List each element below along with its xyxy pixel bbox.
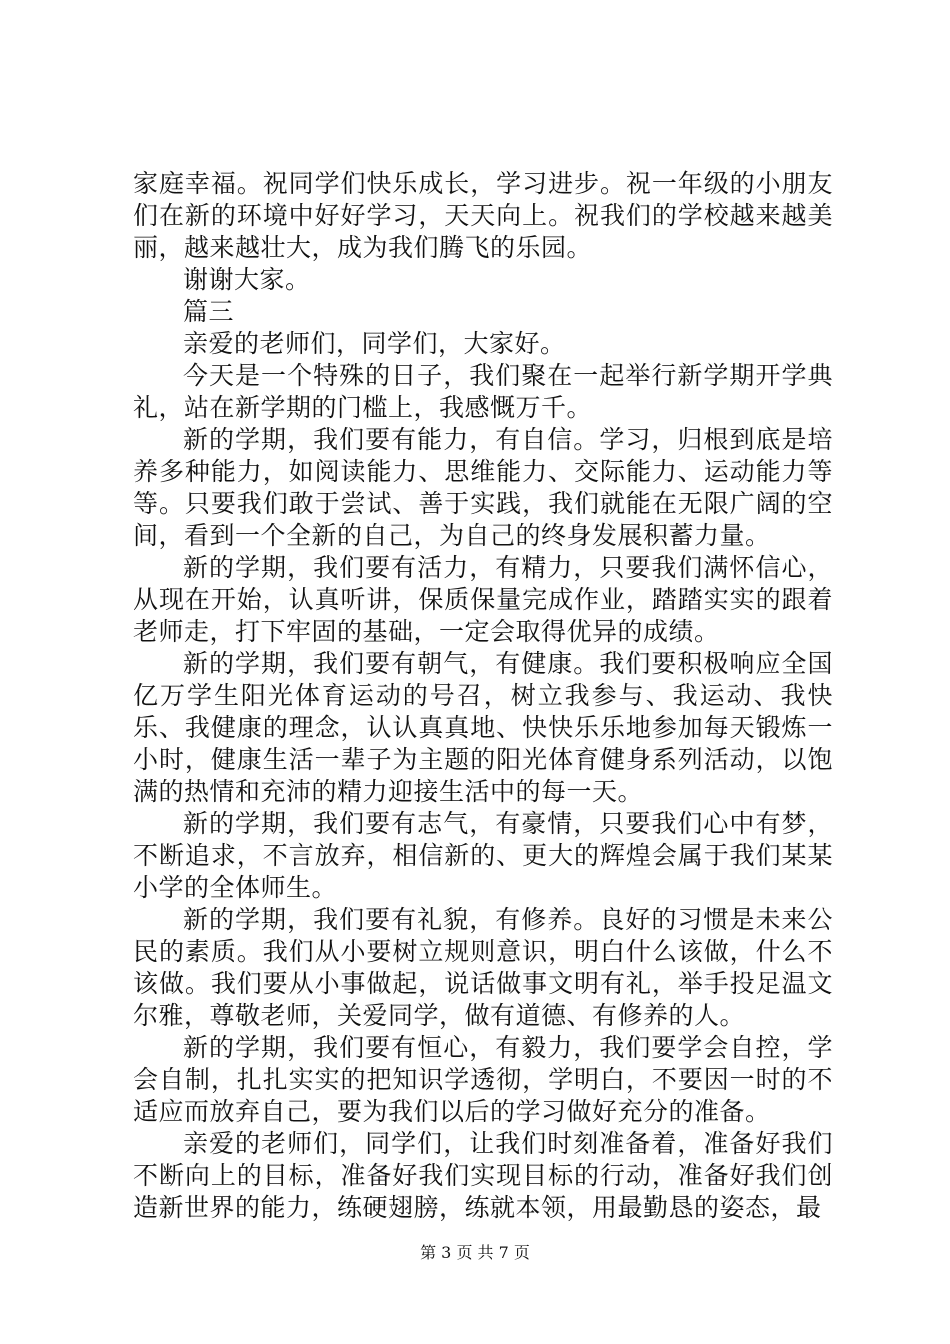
document-body — [133, 168, 833, 1224]
paragraph-greeting: 亲爱的老师们，同学们，大家好。 — [183, 329, 566, 358]
paragraph: 今天是一个特殊的日子，我们聚在一起举行新学期开学典礼，站在新学期的门槛上，我感慨万千。 — [133, 361, 833, 422]
paragraph: 新的学期，我们要有活力，有精力，只要我们满怀信心，从现在开始，认真听讲，保质保量完成作业，踏踏实实的跟着老师走，打下牢固的基础，一定会取得优异的成绩。 — [133, 553, 833, 646]
paragraph-continuation: 家庭幸福。祝同学们快乐成长，学习进步。祝一年级的小朋友们在新的环境中好好学习，天天向上。祝我们的学校越来越美丽，越来越壮大，成为我们腾飞的乐园。 — [133, 169, 833, 262]
section-heading: 篇三 — [183, 297, 235, 326]
paragraph: 新的学期，我们要有礼貌，有修养。良好的习惯是未来公民的素质。我们从小要树立规则意识，明白什么该做，什么不该做。我们要从小事做起，说话做事文明有礼，举手投足温文尔雅，尊敬老师，关爱同学，做有道德、有修养的人。 — [133, 905, 833, 1030]
paragraph: 新的学期，我们要有朝气，有健康。我们要积极响应全国亿万学生阳光体育运动的号召，树立我参与、我运动、我快乐、我健康的理念，认认真真地、快快乐乐地参加每天锻炼一小时，健康生活一辈子为主题的阳光体育健身系列活动，以饱满的热情和充沛的精力迎接生活中的每一天。 — [133, 649, 833, 806]
paragraph: 新的学期，我们要有恒心，有毅力，我们要学会自控，学会自制，扎扎实实的把知识学透彻，学明白，不要因一时的不适应而放弃自己，要为我们以后的学习做好充分的准备。 — [133, 1033, 833, 1126]
paragraph: 新的学期，我们要有能力，有自信。学习，归根到底是培养多种能力，如阅读能力、思维能力、交际能力、运动能力等等。只要我们敢于尝试、善于实践，我们就能在无限广阔的空间，看到一个全新的自己，为自己的终身发展积蓄力量。 — [133, 425, 833, 550]
page-number-footer: 第 3 页 共 7 页 — [420, 1243, 530, 1262]
paragraph: 亲爱的老师们，同学们，让我们时刻准备着，准备好我们不断向上的目标，准备好我们实现目标的行动，准备好我们创造新世界的能力，练硬翅膀，练就本领，用最勤恳的姿态，最 — [133, 1129, 833, 1222]
paragraph-thanks: 谢谢大家。 — [183, 265, 311, 294]
paragraph: 新的学期，我们要有志气，有豪情，只要我们心中有梦，不断追求，不言放弃，相信新的、更大的辉煌会属于我们某某小学的全体师生。 — [133, 809, 833, 902]
